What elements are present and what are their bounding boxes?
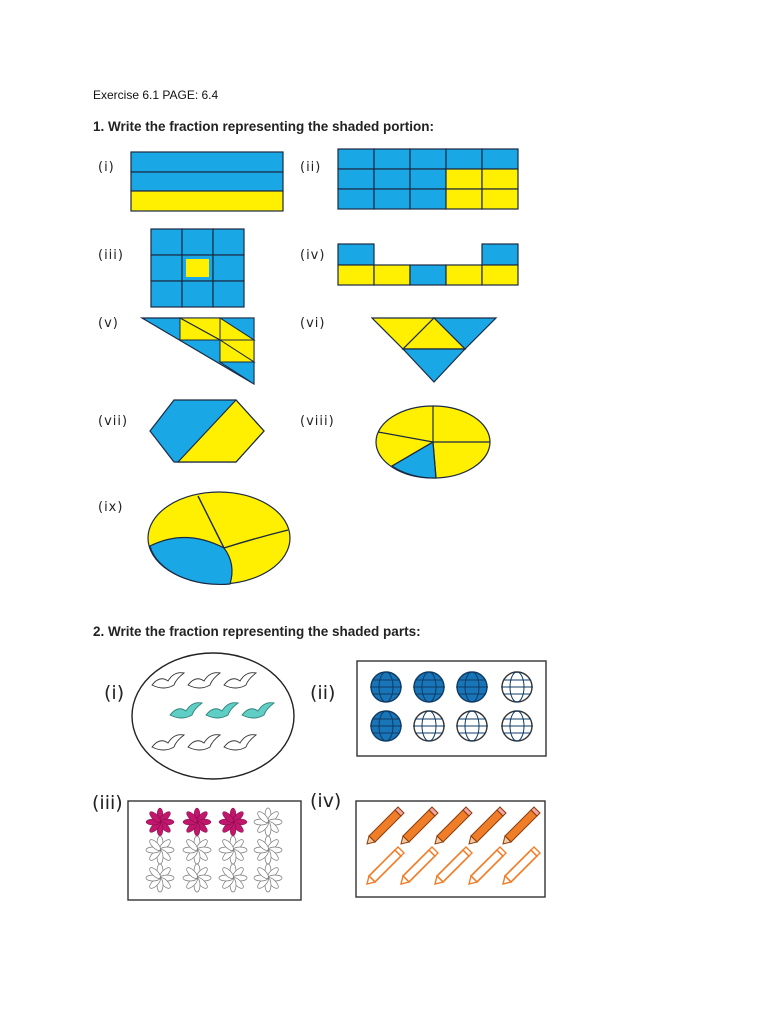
q1-label-i: (i) [98, 160, 115, 175]
q2-figure-iv-pencils [355, 800, 546, 898]
flower-icon [183, 836, 211, 864]
q1-label-v: (v) [98, 316, 119, 331]
flower-icon [254, 808, 282, 836]
q1-figure-ii [337, 148, 519, 211]
q1-figure-viii [374, 404, 492, 480]
q2-figure-ii-globes [356, 660, 547, 757]
flower-icon [254, 836, 282, 864]
q2-label-iii: (iii) [92, 792, 123, 814]
flower-icon [219, 836, 247, 864]
q1-figure-iv [337, 243, 519, 287]
q2-label-iv: (iv) [310, 790, 342, 812]
q1-label-iv: (iv) [300, 248, 326, 263]
globe-icon [456, 711, 488, 741]
q1-figure-vii [148, 398, 266, 464]
globe-icon [501, 672, 533, 702]
globe-icon [456, 672, 488, 702]
q1-label-vii: (vii) [98, 414, 129, 429]
q1-label-viii: (viii) [300, 414, 335, 429]
q2-figure-i-birds [130, 651, 296, 781]
flower-icon [219, 864, 247, 892]
q2-figure-iii-flowers [127, 800, 302, 901]
q1-figure-iii [150, 228, 245, 308]
flower-icon [146, 864, 174, 892]
globe-icon [370, 672, 402, 702]
q1-label-ii: (ii) [300, 160, 322, 175]
q1-label-ix: (ix) [98, 500, 124, 515]
q1-label-iii: (iii) [98, 248, 124, 263]
q1-figure-ix [146, 490, 292, 586]
q1-figure-vi [370, 316, 498, 384]
question-1-title: 1. Write the fraction representing the shaded portion: [93, 119, 435, 134]
flower-icon [146, 808, 174, 836]
q2-label-i: (i) [104, 682, 125, 704]
globe-icon [413, 711, 445, 741]
q1-figure-v [140, 316, 256, 386]
flower-icon [146, 836, 174, 864]
flower-icon [183, 864, 211, 892]
question-2-title: 2. Write the fraction representing the shaded parts: [93, 624, 421, 639]
exercise-header: Exercise 6.1 PAGE: 6.4 [93, 88, 219, 102]
flower-icon [183, 808, 211, 836]
globe-icon [370, 711, 402, 741]
flower-icon [219, 808, 247, 836]
flower-icon [254, 864, 282, 892]
globe-icon [501, 711, 533, 741]
q1-figure-i [130, 151, 284, 213]
q1-label-vi: (vi) [300, 316, 326, 331]
q2-label-ii: (ii) [310, 682, 336, 704]
globe-icon [413, 672, 445, 702]
